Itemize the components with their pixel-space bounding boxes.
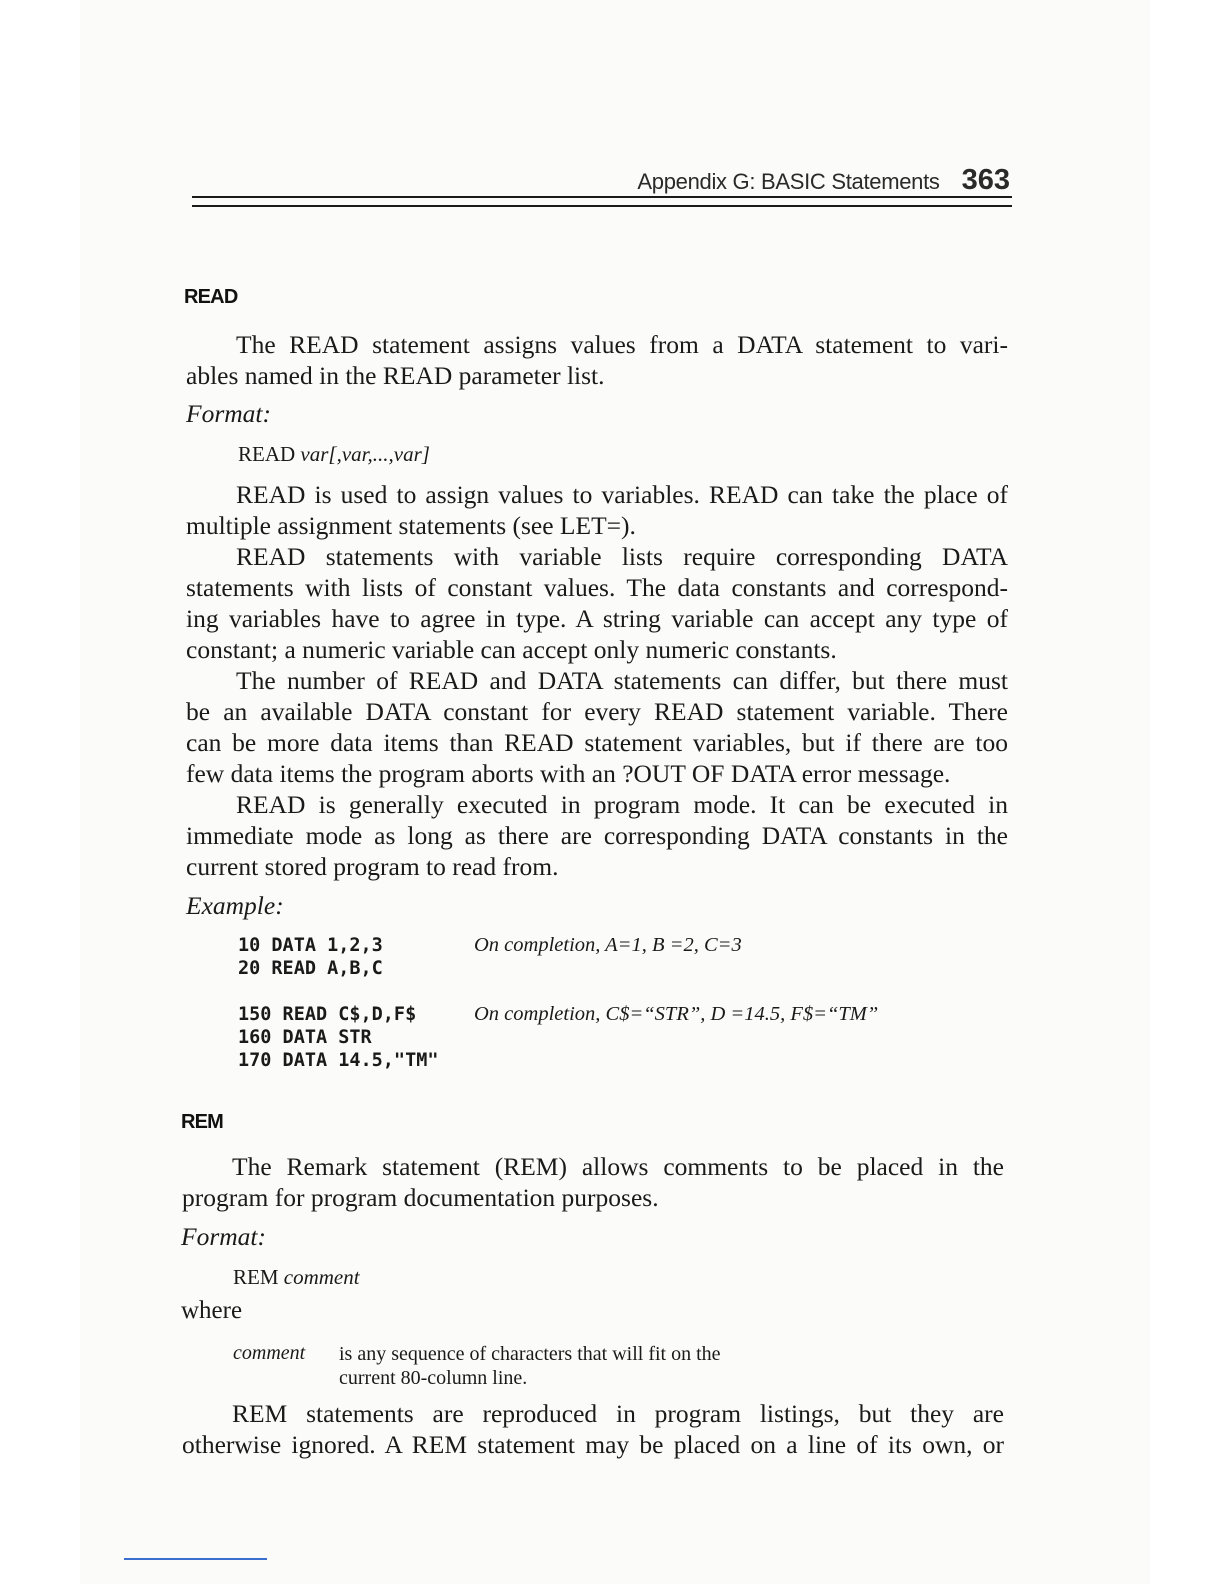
rem-format-label: Format: [181, 1222, 266, 1251]
rem-closing-paragraph [182, 1398, 1004, 1460]
rem-format-keyword: REM [233, 1265, 279, 1289]
read-body-line: READ is generally executed in program mode. It can be executed in [236, 790, 1008, 819]
read-format-syntax [238, 442, 430, 467]
read-intro-line: ables named in the READ parameter list. [186, 361, 605, 390]
rem-intro-line: program for program documentation purposes. [182, 1183, 659, 1212]
rem-closing-line: otherwise ignored. A REM statement may be placed on a line of its own, or [182, 1430, 1004, 1459]
rem-def-line: is any sequence of characters that will fit on the [339, 1343, 721, 1365]
read-body-line: ing variables have to agree in type. A string variable can accept any type of [186, 604, 1008, 633]
footer-line [124, 1558, 267, 1560]
read-intro-line: The READ statement assigns values from a DATA statement to vari- [236, 330, 1008, 359]
read-format-label: Format: [186, 399, 271, 428]
header-rule-bottom [192, 205, 1012, 207]
read-body-line: statements with lists of constant values. The data constants and correspond- [186, 573, 1008, 602]
code-line: 170 DATA 14.5,"TM" [238, 1050, 439, 1071]
read-heading: READ [184, 286, 238, 308]
read-body-line: few data items the program aborts with an ?OUT OF DATA error message. [186, 759, 951, 788]
read-body-text [186, 479, 1008, 882]
read-format-args: var[,var,...,var] [300, 442, 430, 466]
rem-format-args: comment [283, 1265, 360, 1289]
code-line: 20 READ A,B,C [238, 958, 383, 979]
rem-heading: REM [181, 1111, 224, 1133]
rem-where-label: where [181, 1297, 243, 1324]
code-line: 160 DATA STR [238, 1027, 372, 1048]
read-body-line: READ is used to assign values to variables. READ can take the place of [236, 480, 1008, 509]
code-line: 150 READ C$,D,F$ [238, 1004, 417, 1025]
rem-format-syntax [233, 1265, 360, 1290]
running-header [0, 164, 1010, 197]
rem-intro-paragraph [182, 1151, 1004, 1213]
header-title: Appendix G: BASIC Statements [637, 169, 940, 194]
rem-closing-line: REM statements are reproduced in program listings, but they are [232, 1399, 1004, 1428]
read-example1-code [238, 934, 383, 980]
rem-def-text [339, 1342, 859, 1390]
read-body-line: constant; a numeric variable can accept only numeric constants. [186, 635, 837, 664]
read-body-line: current stored program to read from. [186, 852, 559, 881]
read-example2-code [238, 1003, 438, 1072]
read-format-keyword: READ [238, 442, 296, 466]
read-body-line: be an available DATA constant for every READ statement variable. There [186, 697, 1008, 726]
read-body-line: can be more data items than READ statement variables, but if there are too [186, 728, 1008, 757]
rem-def-term: comment [233, 1342, 306, 1364]
read-body-line: The number of READ and DATA statements can differ, but there must [236, 666, 1008, 695]
header-rule-top [192, 196, 1012, 198]
page-number: 363 [961, 164, 1010, 196]
read-intro-paragraph [186, 329, 1008, 391]
read-body-line: multiple assignment statements (see LET=). [186, 511, 636, 540]
read-example1-note: On completion, A=1, B =2, C=3 [474, 934, 742, 956]
read-example2-note: On completion, C$=“STR”, D =14.5, F$=“TM” [474, 1003, 879, 1025]
rem-intro-line: The Remark statement (REM) allows comments to be placed in the [232, 1152, 1004, 1181]
read-body-line: READ statements with variable lists require corresponding DATA [236, 542, 1008, 571]
read-body-line: immediate mode as long as there are corresponding DATA constants in the [186, 821, 1008, 850]
rem-def-line: current 80-column line. [339, 1367, 528, 1389]
code-line: 10 DATA 1,2,3 [238, 935, 383, 956]
read-example-label: Example: [186, 891, 284, 920]
